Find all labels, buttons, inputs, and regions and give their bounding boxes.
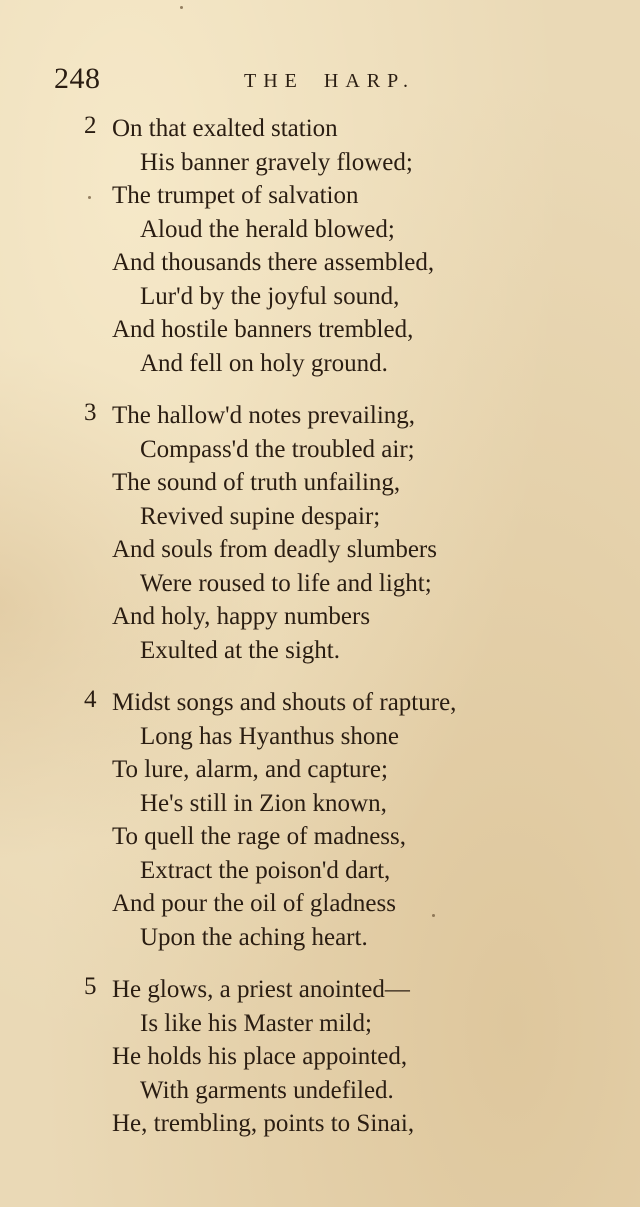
stanza-3: [84, 399, 604, 667]
verse-line: He holds his place appointed,: [112, 1043, 408, 1070]
verse-line: Extract the poison'd dart,: [140, 856, 391, 884]
verse-line: With garments undefiled.: [140, 1076, 394, 1104]
stanza-5: [84, 973, 604, 1141]
verse-line: And souls from deadly slumbers: [112, 536, 437, 563]
verse-line: And thousands there assembled,: [112, 249, 435, 276]
verse-line: And holy, happy numbers: [112, 603, 371, 630]
verse-line: The hallow'd notes prevailing,: [112, 402, 416, 429]
page-header: [54, 62, 594, 102]
stanza-2: [84, 112, 604, 380]
verse-line: Is like his Master mild;: [140, 1009, 372, 1037]
verse-line: Aloud the herald blowed;: [140, 215, 395, 243]
hymn-text: [84, 112, 604, 1160]
verse-line: His banner gravely flowed;: [140, 148, 413, 176]
stanza-number: 3: [84, 399, 97, 426]
verse-line: And fell on holy ground.: [140, 349, 388, 377]
verse-line: And pour the oil of gladness: [112, 890, 396, 917]
stanza-number: 4: [84, 686, 97, 713]
verse-line: Exulted at the sight.: [140, 636, 340, 664]
verse-line: Were roused to life and light;: [140, 569, 432, 597]
verse-line: Midst songs and shouts of rapture,: [112, 689, 457, 716]
paper-speck: [180, 6, 183, 9]
verse-line: He glows, a priest anointed—: [112, 976, 410, 1003]
stanza-4: [84, 686, 604, 954]
verse-line: Compass'd the troubled air;: [140, 435, 415, 463]
verse-line: Lur'd by the joyful sound,: [140, 282, 400, 310]
running-title: THE HARP.: [244, 70, 416, 92]
stanza-number: 5: [84, 973, 97, 1000]
verse-line: And hostile banners trembled,: [112, 316, 414, 343]
verse-line: Upon the aching heart.: [140, 923, 368, 951]
verse-line: He's still in Zion known,: [140, 789, 387, 817]
verse-line: On that exalted station: [112, 115, 338, 142]
verse-line: The sound of truth unfailing,: [112, 469, 401, 496]
verse-line: He, trembling, points to Sinai,: [112, 1110, 415, 1137]
verse-line: To lure, alarm, and capture;: [112, 756, 388, 783]
verse-line: Long has Hyanthus shone: [140, 722, 399, 750]
verse-line: Revived supine despair;: [140, 502, 381, 530]
page-number: 248: [54, 62, 101, 95]
verse-line: The trumpet of salvation: [112, 182, 359, 209]
stanza-number: 2: [84, 112, 97, 139]
verse-line: To quell the rage of madness,: [112, 823, 406, 850]
